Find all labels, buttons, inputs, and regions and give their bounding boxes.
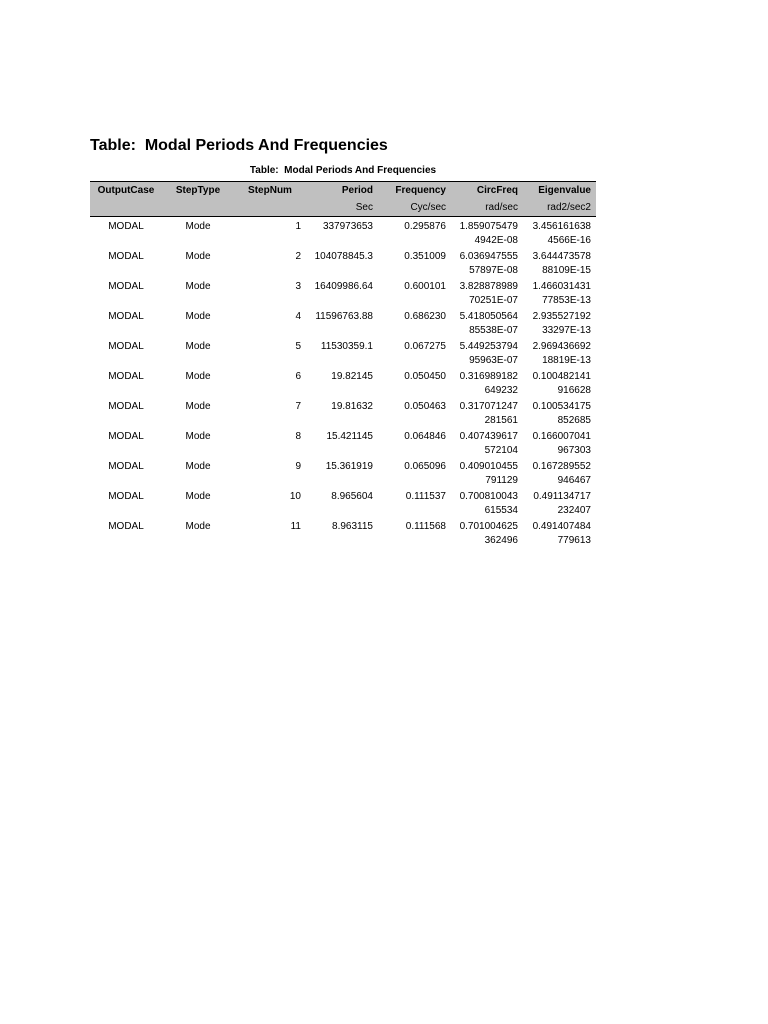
cell-eigenvalue-line1: 0.100482141 (532, 371, 591, 382)
cell-eigenvalue-line1: 2.969436692 (532, 341, 591, 352)
cell-eigenvalue (523, 487, 596, 517)
cell-period: 8.965604 (331, 491, 373, 502)
cell-circ-freq (451, 397, 523, 427)
cell-output-case: MODAL (108, 341, 144, 352)
cell-output-case: MODAL (108, 401, 144, 412)
cell-step-type: Mode (185, 431, 211, 442)
cell-frequency: 0.064846 (404, 431, 446, 442)
cell-eigenvalue-line1: 0.100534175 (532, 401, 591, 412)
cell-circ-freq (451, 487, 523, 517)
cell-eigenvalue-line1: 3.644473578 (532, 251, 591, 262)
cell-eigenvalue-line1: 2.935527192 (532, 311, 591, 322)
cell-eigenvalue (523, 247, 596, 277)
cell-output-case: MODAL (108, 521, 144, 532)
cell-circ-freq (451, 517, 523, 547)
cell-period: 337973653 (322, 221, 373, 232)
cell-period: 11530359.1 (320, 341, 373, 352)
cell-circ-freq-line1: 3.828878989 (459, 281, 518, 292)
cell-circ-freq-line1: 5.418050564 (459, 311, 518, 322)
cell-circ-freq-line1: 6.036947555 (459, 251, 518, 262)
table-row (90, 337, 596, 367)
units-row (90, 199, 596, 217)
cell-frequency: 0.050450 (404, 371, 446, 382)
header-row (90, 182, 596, 200)
cell-output-case: MODAL (108, 221, 144, 232)
cell-circ-freq-line2: 791129 (485, 474, 518, 486)
cell-circ-freq-line2: 70251E-07 (469, 294, 518, 306)
cell-frequency: 0.111568 (405, 521, 446, 532)
cell-step-num: 10 (289, 491, 301, 502)
cell-period: 19.81632 (331, 401, 373, 412)
cell-eigenvalue-line1: 3.456161638 (532, 221, 591, 232)
cell-period: 19.82145 (331, 371, 373, 382)
cell-step-type: Mode (185, 311, 211, 322)
units-eigenvalue: rad2/sec2 (523, 199, 596, 217)
header-circ-freq: CircFreq (451, 182, 523, 200)
cell-eigenvalue-line2: 916628 (557, 384, 591, 396)
cell-circ-freq-line1: 5.449253794 (459, 341, 518, 352)
cell-eigenvalue (523, 457, 596, 487)
cell-frequency: 0.600101 (404, 281, 446, 292)
cell-circ-freq (451, 337, 523, 367)
header-step-type: StepType (162, 182, 234, 200)
cell-period: 16409986.64 (314, 281, 373, 292)
header-period: Period (306, 182, 378, 200)
cell-eigenvalue (523, 517, 596, 547)
cell-circ-freq (451, 427, 523, 457)
cell-step-type: Mode (185, 281, 211, 292)
cell-step-type: Mode (185, 401, 211, 412)
cell-output-case: MODAL (108, 431, 144, 442)
table-row (90, 427, 596, 457)
cell-eigenvalue-line1: 1.466031431 (532, 281, 591, 292)
table-row (90, 487, 596, 517)
cell-eigenvalue (523, 277, 596, 307)
cell-circ-freq-line1: 0.700810043 (459, 491, 518, 502)
cell-period: 15.421145 (326, 431, 373, 442)
cell-circ-freq-line2: 4942E-08 (474, 234, 518, 246)
cell-step-type: Mode (185, 461, 211, 472)
table-caption: Table: Modal Periods And Frequencies (249, 165, 437, 176)
cell-circ-freq-line2: 57897E-08 (469, 264, 518, 276)
cell-circ-freq (451, 217, 523, 248)
header-step-num: StepNum (234, 182, 306, 200)
cell-circ-freq (451, 457, 523, 487)
header-eigenvalue: Eigenvalue (523, 182, 596, 200)
cell-output-case: MODAL (108, 281, 144, 292)
cell-step-num: 9 (295, 461, 301, 472)
cell-eigenvalue-line2: 852685 (557, 414, 591, 426)
cell-circ-freq-line1: 0.409010455 (459, 461, 518, 472)
header-frequency: Frequency (378, 182, 451, 200)
cell-eigenvalue (523, 217, 596, 248)
cell-step-num: 4 (295, 311, 301, 322)
cell-eigenvalue-line2: 779613 (557, 534, 591, 546)
table-row (90, 397, 596, 427)
cell-step-num: 1 (295, 221, 301, 232)
cell-circ-freq (451, 247, 523, 277)
cell-eigenvalue-line1: 0.166007041 (532, 431, 591, 442)
cell-step-num: 6 (295, 371, 301, 382)
table-row (90, 217, 596, 248)
cell-circ-freq-line1: 0.317071247 (459, 401, 518, 412)
cell-eigenvalue-line1: 0.167289552 (532, 461, 591, 472)
cell-step-num: 11 (290, 521, 301, 532)
cell-period: 15.361919 (325, 461, 373, 472)
cell-frequency: 0.351009 (404, 251, 446, 262)
cell-circ-freq-line2: 649232 (484, 384, 518, 396)
cell-period: 8.963115 (332, 521, 373, 532)
cell-output-case: MODAL (108, 491, 144, 502)
page-title: Table: Modal Periods And Frequencies (90, 137, 388, 154)
cell-step-type: Mode (185, 251, 211, 262)
cell-eigenvalue-line2: 946467 (557, 474, 591, 486)
units-output-case (90, 199, 162, 217)
cell-frequency: 0.111537 (405, 491, 446, 502)
cell-output-case: MODAL (108, 371, 144, 382)
cell-step-num: 5 (295, 341, 301, 352)
cell-output-case: MODAL (108, 461, 144, 472)
cell-circ-freq-line1: 0.701004625 (459, 521, 518, 532)
cell-step-num: 2 (295, 251, 301, 262)
table-row (90, 307, 596, 337)
units-period: Sec (306, 199, 378, 217)
cell-eigenvalue-line2: 18819E-13 (542, 354, 591, 366)
cell-step-num: 7 (295, 401, 301, 412)
cell-step-type: Mode (185, 371, 211, 382)
cell-circ-freq-line1: 1.859075479 (459, 221, 518, 232)
cell-circ-freq-line2: 281561 (484, 414, 518, 426)
cell-eigenvalue (523, 427, 596, 457)
header-output-case: OutputCase (90, 182, 162, 200)
cell-step-type: Mode (185, 221, 211, 232)
table-row (90, 457, 596, 487)
cell-circ-freq (451, 277, 523, 307)
cell-frequency: 0.295876 (404, 221, 446, 232)
cell-eigenvalue-line2: 232407 (557, 504, 591, 516)
cell-frequency: 0.067275 (404, 341, 446, 352)
cell-eigenvalue-line1: 0.491407484 (532, 521, 591, 532)
cell-step-type: Mode (185, 341, 211, 352)
cell-eigenvalue-line1: 0.491134717 (533, 491, 591, 502)
units-step-type (162, 199, 234, 217)
cell-eigenvalue (523, 307, 596, 337)
table-row (90, 277, 596, 307)
cell-circ-freq-line2: 85538E-07 (469, 324, 518, 336)
cell-step-num: 8 (295, 431, 301, 442)
cell-circ-freq (451, 307, 523, 337)
cell-output-case: MODAL (108, 251, 144, 262)
cell-circ-freq-line2: 362496 (484, 534, 518, 546)
cell-circ-freq (451, 367, 523, 397)
modal-periods-table (90, 181, 596, 547)
table-row (90, 367, 596, 397)
cell-period: 104078845.3 (314, 251, 373, 262)
cell-circ-freq-line1: 0.407439617 (459, 431, 518, 442)
cell-period: 11596763.88 (315, 311, 373, 322)
cell-eigenvalue-line2: 33297E-13 (542, 324, 591, 336)
cell-eigenvalue-line2: 88109E-15 (542, 264, 591, 276)
cell-eigenvalue (523, 397, 596, 427)
cell-step-type: Mode (185, 521, 211, 532)
table-row (90, 247, 596, 277)
cell-circ-freq-line2: 615534 (484, 504, 518, 516)
units-frequency: Cyc/sec (378, 199, 451, 217)
cell-frequency: 0.686230 (404, 311, 446, 322)
cell-output-case: MODAL (108, 311, 144, 322)
units-circ-freq: rad/sec (451, 199, 523, 217)
cell-circ-freq-line1: 0.316989182 (459, 371, 518, 382)
cell-circ-freq-line2: 572104 (484, 444, 518, 456)
cell-eigenvalue-line2: 4566E-16 (547, 234, 591, 246)
cell-eigenvalue-line2: 967303 (557, 444, 591, 456)
cell-step-num: 3 (295, 281, 301, 292)
cell-eigenvalue (523, 367, 596, 397)
cell-step-type: Mode (185, 491, 211, 502)
cell-eigenvalue (523, 337, 596, 367)
table-body (90, 217, 596, 548)
cell-frequency: 0.050463 (404, 401, 446, 412)
cell-frequency: 0.065096 (404, 461, 446, 472)
cell-circ-freq-line2: 95963E-07 (469, 354, 518, 366)
cell-eigenvalue-line2: 77853E-13 (542, 294, 591, 306)
table-row (90, 517, 596, 547)
units-step-num (234, 199, 306, 217)
